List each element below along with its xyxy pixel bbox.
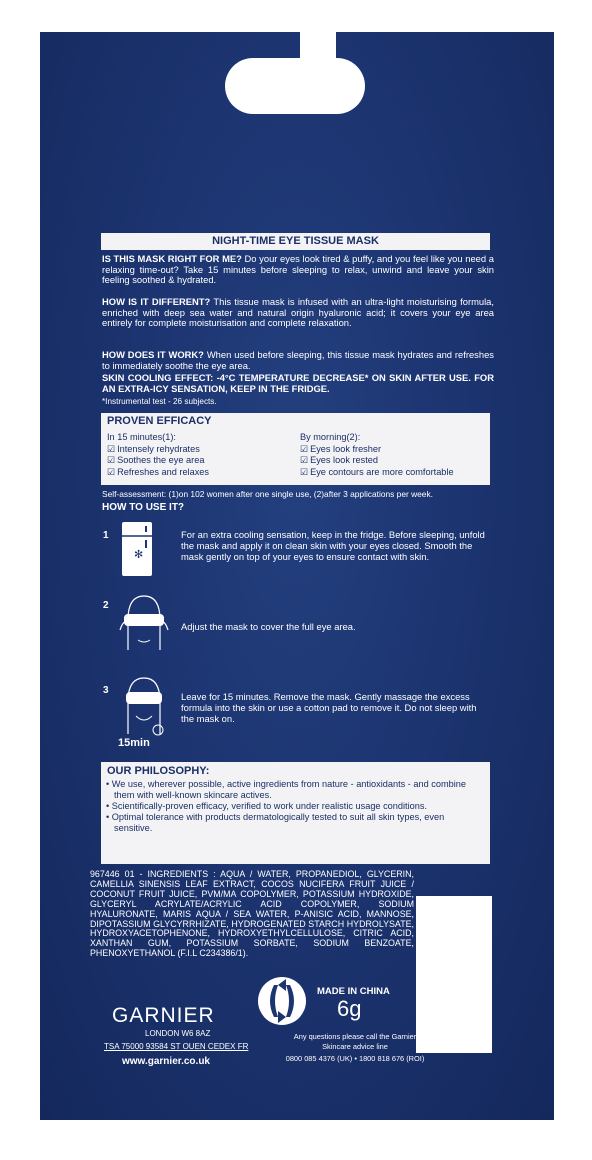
efficacy-item: ☑ Eyes look rested [300, 455, 378, 465]
batch-code-panel [416, 896, 492, 1053]
question-3-heading: HOW DOES IT WORK? [102, 349, 204, 360]
garnier-logo: GARNIER [112, 1004, 215, 1027]
svg-text:✻: ✻ [134, 548, 144, 561]
advice-line-1: Any questions please call the Garnier [293, 1032, 417, 1041]
self-assessment: Self-assessment: (1)on 102 women after one single use, (2)after 3 applications per week. [102, 489, 433, 499]
step-1-text: For an extra cooling sensation, keep in the fridge. Before sleeping, unfold the mask and apply it on clean skin with your eyes closed. Smooth the mask gently on top of your eyes to ensure contact with skin. [181, 529, 485, 562]
face-mask-icon [118, 590, 170, 656]
face-mask-timer-icon [118, 672, 170, 744]
checkbox-icon: ☑ [107, 466, 116, 477]
advice-phone: 0800 085 4376 (UK) • 1800 818 676 (ROI) [285, 1054, 425, 1063]
efficacy-item: ☑ Intensely rehydrates [107, 443, 200, 454]
question-1-text: Do your eyes look tired & puffy, and you feel like you need a relaxing time-out? Take 15 minutes before sleeping to relax, unwind and leave your skin feeling soothed & hydrated. [102, 253, 494, 286]
efficacy-item: ☑ Refreshes and relaxes [107, 466, 210, 477]
how-to-use-heading: HOW TO USE IT? [102, 502, 185, 513]
efficacy-col1-title: In 15 minutes(1): [107, 432, 176, 442]
efficacy-col2-title: By morning(2): [300, 432, 361, 442]
checkbox-icon: ☑ [300, 443, 309, 454]
philosophy-item: • We use, wherever possible, active ingredients from nature - antioxidants - and combine them with well-known skincare actives. [106, 779, 467, 800]
step-2-number: 2 [103, 600, 109, 611]
efficacy-item: ☑ Eyes look fresher [300, 443, 382, 454]
hang-hole [225, 58, 365, 114]
instrumental-footnote: *Instrumental test - 26 subjects. [102, 397, 217, 406]
philosophy-item: • Scientifically-proven efficacy, verified to work under realistic usage conditions. [106, 801, 428, 811]
advice-line-2: Skincare advice line [322, 1042, 388, 1051]
cooling-claim: SKIN COOLING EFFECT: -4°C TEMPERATURE DECREASE* ON SKIN AFTER USE. FOR AN EXTRA-ICY SENSATION, KEEP IN THE FRIDGE. [102, 372, 494, 394]
efficacy-panel [101, 413, 490, 485]
question-2-text: This tissue mask is infused with an ultra-light moisturising formula, enriched with deep sea water and natural origin hyaluronic acid; it covers your eye area entirely for complete moisturisation and complete relaxation. [102, 296, 494, 329]
product-title: NIGHT-TIME EYE TISSUE MASK [101, 233, 490, 250]
question-2 [102, 297, 494, 329]
fridge-icon [120, 520, 154, 578]
checkbox-icon: ☑ [107, 443, 116, 454]
efficacy-item: ☑ Eye contours are more comfortable [300, 466, 454, 477]
address-fr: TSA 75000 93584 ST OUEN CEDEX FR [104, 1042, 249, 1051]
philosophy-item: • Optimal tolerance with products dermatologically tested to suit all skin types, even sensitive. [106, 812, 445, 833]
step-3-text: Leave for 15 minutes. Remove the mask. Gently massage the excess formula into the skin or use a cotton pad to remove it. Do not sleep with the mask on. [181, 691, 477, 724]
step-1-number: 1 [103, 530, 109, 541]
question-3 [102, 350, 494, 371]
philosophy-list [106, 779, 484, 834]
philosophy-heading: OUR PHILOSOPHY: [107, 765, 210, 777]
checkbox-icon: ☑ [300, 466, 309, 477]
made-in-label: MADE IN CHINA [317, 986, 390, 997]
question-3-text: When used before sleeping, this tissue mask hydrates and refreshes to immediately soothe the eye area. [102, 349, 494, 371]
checkbox-icon: ☑ [107, 455, 116, 465]
ingredients-list: 967446 01 - INGREDIENTS : AQUA / WATER, PROPANEDIOL, GLYCERIN, CAMELLIA SINENSIS LEAF EXTRACT, COCOS NUCIFERA FRUIT JUICE / COCONUT FRUIT JUICE, PVM/MA COPOLYMER, POTASSIUM HYDROXIDE, GLYCERYL ACRYLATE/ACRYLIC ACID COPOLYMER, SODIUM HYALURONATE, MARIS AQUA / SEA WATER, P-ANISIC ACID, MANNOSE, DIPOTASSIUM GLYCYRRHIZATE, HYDROGENATED STARCH HYDROLYSATE, HYDROXYACETOPHENONE, HYDROXYETHYLCELLULOSE, CITRIC ACID, XANTHAN GUM, POTASSIUM SORBATE, SODIUM BENZOATE, PHENOXYETHANOL (F.I.L C234386/1). [90, 869, 414, 959]
step-2-text: Adjust the mask to cover the full eye area. [181, 621, 356, 632]
website: www.garnier.co.uk [122, 1056, 210, 1067]
efficacy-col-morning [300, 432, 454, 478]
philosophy-panel [101, 762, 490, 864]
efficacy-item: ☑ Soothes the eye area [107, 455, 205, 465]
efficacy-heading: PROVEN EFFICACY [107, 415, 212, 427]
efficacy-col-15min [107, 432, 209, 478]
green-dot-recycle-icon [256, 975, 308, 1027]
question-1 [102, 254, 494, 286]
hang-notch [300, 32, 336, 62]
question-1-heading: IS THIS MASK RIGHT FOR ME? [102, 253, 242, 264]
step-3-number: 3 [103, 685, 109, 696]
address-uk: LONDON W6 8AZ [145, 1029, 211, 1038]
question-2-heading: HOW IS IT DIFFERENT? [102, 296, 211, 307]
checkbox-icon: ☑ [300, 455, 309, 465]
timer-label: 15min [118, 737, 150, 749]
net-weight: 6g [337, 996, 362, 1021]
